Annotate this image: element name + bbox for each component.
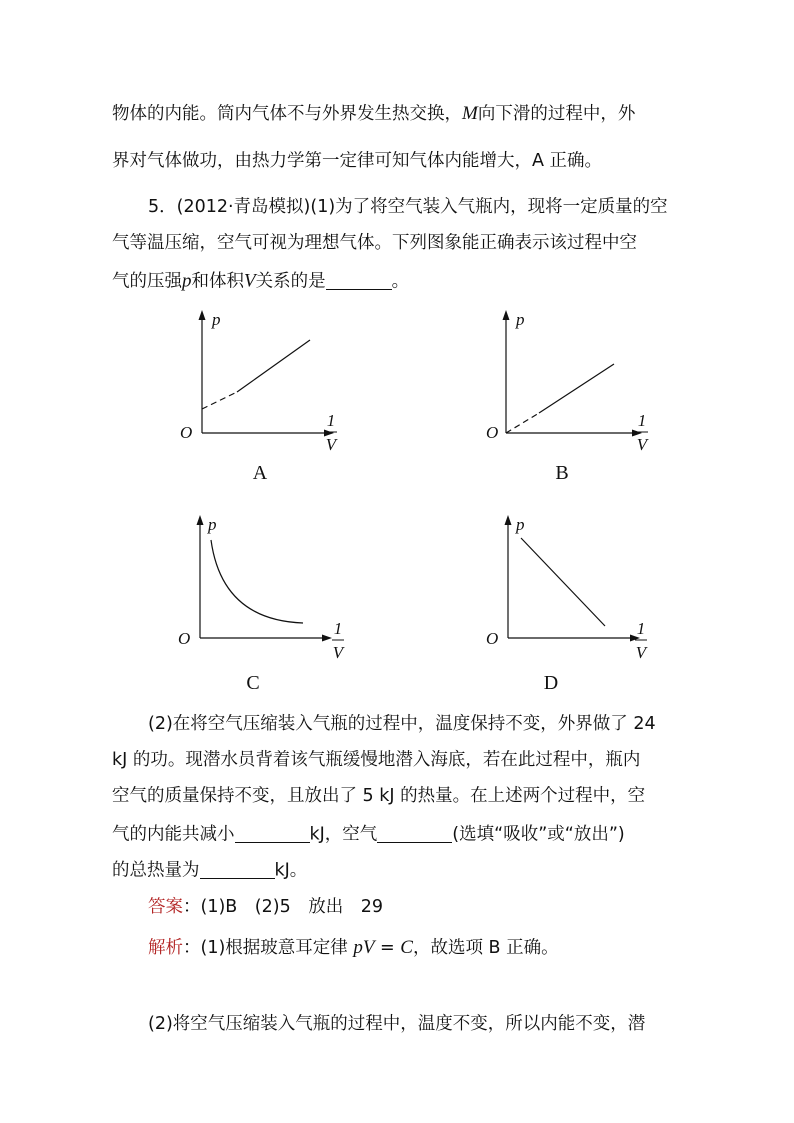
variable-v: V	[244, 270, 256, 292]
text-segment: (1)根据玻意耳定律	[200, 938, 354, 958]
answer-blank[interactable]	[235, 824, 310, 843]
y-axis-arrow	[197, 515, 204, 525]
question-5-line: 5．(2012·青岛模拟)(1)为了将空气装入气瓶内，现将一定质量的空	[148, 197, 668, 217]
text-segment: 和体积	[191, 271, 244, 292]
graph-caption: A	[252, 462, 268, 484]
graph-a	[175, 305, 355, 485]
origin-label: O	[180, 423, 193, 442]
question-5-line	[112, 271, 409, 291]
x-axis-denominator: V	[325, 435, 337, 454]
text-line	[112, 104, 635, 124]
answer-line	[148, 899, 383, 917]
graph-line	[237, 340, 310, 392]
graph-d	[483, 510, 663, 695]
x-axis-denominator: V	[635, 643, 647, 662]
text-segment: ：	[183, 897, 201, 917]
formula-c: C	[400, 937, 413, 958]
part-2-line: (2)在将空气压缩装入气瓶的过程中，温度保持不变，外界做了 24	[148, 714, 656, 734]
x-axis-denominator: V	[636, 435, 648, 454]
graph-line	[521, 538, 605, 626]
part-2-line: kJ 的功。现潜水员背着该气瓶缓慢地潜入海底，若在此过程中，瓶内	[112, 750, 641, 770]
graph-line	[539, 364, 614, 413]
text-segment: kJ，空气	[309, 824, 378, 845]
graph-curve	[211, 540, 303, 623]
part-2-line	[112, 824, 625, 844]
x-axis-numerator: 1	[326, 411, 336, 430]
text-segment: 气的压强	[112, 271, 182, 292]
graph-c	[175, 510, 355, 695]
x-axis-denominator: V	[332, 643, 344, 662]
answer-label: 答案	[148, 897, 183, 917]
analysis-line: (2)将空气压缩装入气瓶的过程中，温度不变，所以内能不变，潜	[148, 1014, 646, 1034]
y-axis-label: p	[516, 310, 525, 329]
text-segment: 气的内能共减小	[112, 824, 235, 845]
graph-b	[483, 305, 663, 485]
text-segment: 向下滑的过程中，外	[477, 104, 636, 124]
text-segment: 物体的内能。筒内气体不与外界发生热交换，	[112, 104, 462, 124]
text-segment: 。	[391, 271, 410, 292]
graph-caption: C	[246, 672, 260, 694]
text-segment: 的总热量为	[112, 860, 200, 881]
variable-p: p	[182, 270, 192, 292]
y-axis-label: p	[212, 310, 221, 329]
dashed-extension	[202, 392, 237, 409]
answer-blank[interactable]	[200, 860, 275, 879]
y-axis-label: p	[516, 515, 525, 534]
text-line: 界对气体做功，由热力学第一定律可知气体内能增大，A 正确。	[112, 151, 603, 171]
text-segment: kJ。	[274, 860, 308, 881]
answer-blank[interactable]	[326, 271, 392, 290]
y-axis-arrow	[503, 310, 510, 320]
x-axis-arrow	[322, 635, 332, 642]
graph-caption: B	[555, 462, 569, 484]
x-axis-numerator: 1	[636, 619, 646, 638]
text-segment: ：	[183, 938, 201, 958]
analysis-line	[148, 938, 559, 958]
y-axis-label: p	[208, 515, 217, 534]
text-segment: =	[374, 938, 401, 958]
text-segment: (选填“吸收”或“放出”)	[452, 824, 625, 845]
question-5-line: 气等温压缩，空气可视为理想气体。下列图象能正确表示该过程中空	[112, 233, 637, 253]
origin-label: O	[486, 423, 499, 442]
origin-label: O	[178, 629, 191, 648]
y-axis-arrow	[505, 515, 512, 525]
origin-label: O	[486, 629, 499, 648]
dashed-extension	[506, 413, 539, 433]
text-segment: 关系的是	[255, 271, 326, 292]
analysis-label: 解析	[148, 938, 183, 958]
graph-caption: D	[543, 672, 559, 694]
text-segment: ，故选项 B 正确。	[412, 938, 559, 958]
answer-blank[interactable]	[377, 824, 452, 843]
variable-m: M	[462, 103, 478, 124]
answer-text: (1)B (2)5 放出 29	[200, 897, 383, 917]
part-2-line	[112, 860, 307, 880]
y-axis-arrow	[199, 310, 206, 320]
formula-pv: pV	[353, 937, 375, 958]
x-axis-numerator: 1	[637, 411, 647, 430]
x-axis-numerator: 1	[333, 619, 343, 638]
part-2-line: 空气的质量保持不变，且放出了 5 kJ 的热量。在上述两个过程中，空	[112, 786, 646, 806]
